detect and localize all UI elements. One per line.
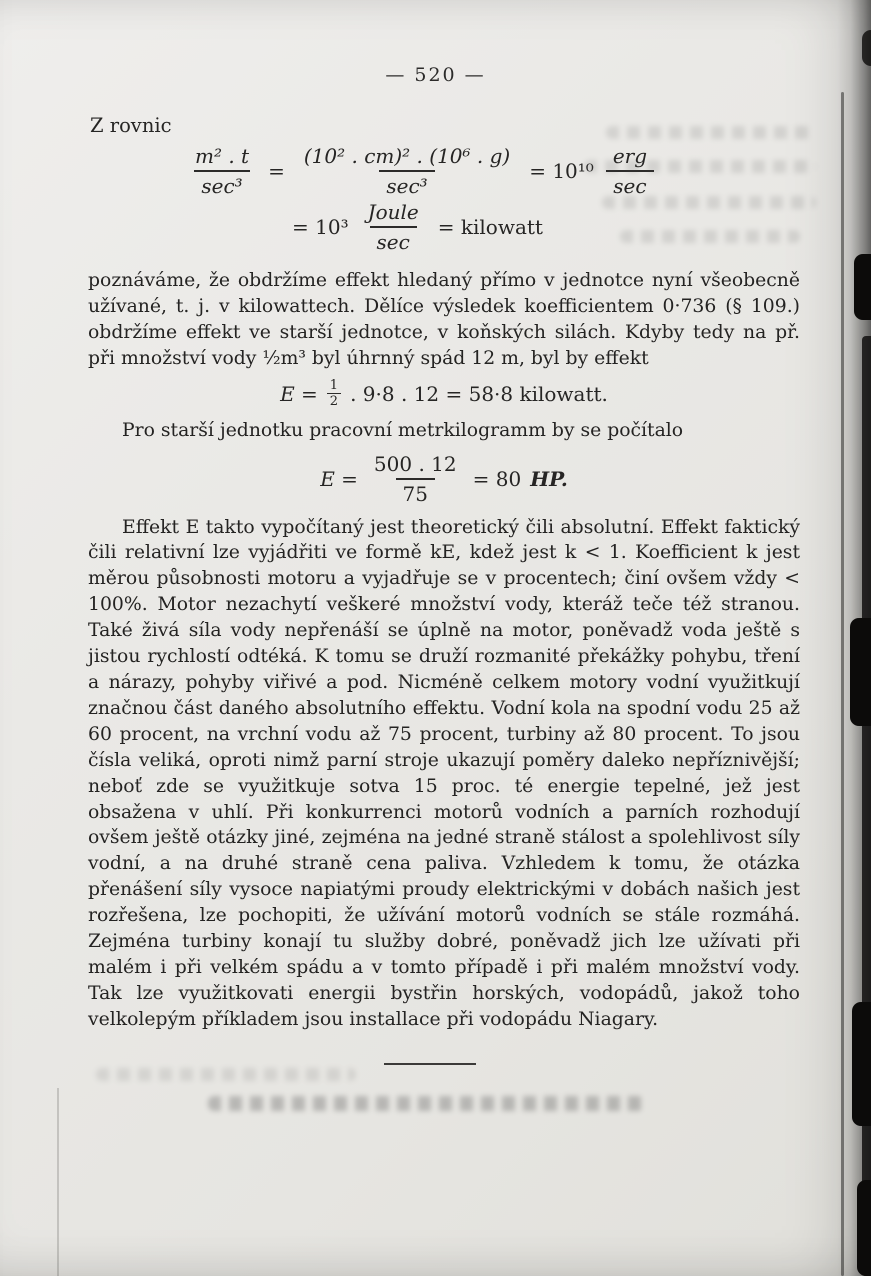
equation-line-3 [88,379,800,409]
bleed-through-mark [96,1068,356,1081]
binding-ink-mark [857,1180,871,1276]
fraction-denominator: 2 [327,393,341,409]
page-content [88,114,800,1065]
binding-ink-mark [854,254,871,320]
fraction-numerator: m² . t [195,144,250,168]
fraction-numerator: Joule [367,200,419,224]
footer-rule [384,1063,476,1065]
equation-lhs: E = [280,381,318,406]
bleed-through-mark [208,1096,644,1111]
fraction [297,145,517,197]
binding-dark-edge [862,336,871,1276]
equation-line-2 [292,201,800,253]
fraction [188,145,256,197]
equation-lhs: E = [320,466,358,491]
equation-suffix: = kilowatt [437,215,543,239]
page-number: — 520 — [385,64,486,86]
fraction-denominator: sec [370,226,417,253]
equals-sign: = [268,159,285,183]
intro-line: Z rovnic [90,114,172,137]
equation-line-1 [188,145,800,197]
paragraph-1: poznáváme, že obdržíme effekt hledaný přímo v jednotce nyní všeobecně užívané, t. j. v kilowattech. Dělíce výsledek koefficientem 0·736 (§ 109.) obdržíme effekt ve starší jednotce, v koňských silách. Kdyby tedy na př. při množství vody ½m³ byl úhrnný spád 12 m, byl by effekt [88,270,800,369]
horsepower-unit: HP. [530,466,568,491]
paragraph-3: Effekt E takto vypočítaný jest theoretický čili absolutní. Effekt faktický čili relativní lze vyjádřiti ve formě kE, kdež jest k < 1. Koefficient k jest měrou působnosti motoru a vyjadřuje se v procentech; činí ovšem vždy < 100%. Motor nezachytí veškeré množství vody, kteráž teče též stranou. Také živá síla vody nepřenáší se úplně na motor, poněvadž voda ještě s jistou rychlostí odtéká. K tomu se druží rozmanité překážky pohybu, tření a nárazy, pohyby viřivé a pod. Nicméně celkem motory vodní využitkují značnou část daného absolutního effektu. Vodní kola na spodní vodu 25 až 60 procent, na vrchní vodu až 75 procent, turbiny až 80 procent. To jsou čísla veliká, oproti nimž parní stroje ukazují poměry daleko nepříznivější; neboť zde se využitkuje sotva 15 proc. té energie tepelné, jež jest obsažena v uhlí. Při konkurrenci motorů vodních a parních rozhodují ovšem ještě otázky jiné, zejména na jedné straně stálost a spolehlivost síly vodní, a na druhé straně cena paliva. Vzhledem k tomu, že otázka přenášení síly vysoce napiatými proudy elektrickými v dobách našich jest rozřešena, lze pochopiti, že užívání motorů vodních se stále rozmáhá. Zejména turbiny konají tu služby dobré, poněvadž jich lze užívati při malém i při velkém spádu a v tomto případě i při malém množství vody. Tak lze využitkovati energii bystřin horských, vodopádů, jakož toho velkolepým příkladem jsou installace při vodopádu Niagary. [88,516,800,1030]
fraction-numerator: erg [612,144,648,168]
equation-line-4 [88,453,800,505]
fraction-numerator: 1 [329,377,339,393]
fraction-numerator: (10² . cm)² . (10⁶ . g) [303,144,511,168]
binding-ink-mark [850,618,871,726]
equation-rhs: . 9·8 . 12 = 58·8 kilowatt. [350,381,608,406]
fraction-numerator: 500 . 12 [373,451,457,476]
paragraph-2: Pro starší jednotku pracovní metrkilogramm by se počítalo [122,419,684,441]
fraction-denominator: sec³ [194,170,249,197]
binding-ink-mark [862,30,871,66]
binding-line [841,92,844,1276]
fraction [327,379,341,409]
fraction-denominator: sec [606,170,653,197]
equation-rhs: = 80 [472,466,522,491]
equation-prefix: = 10³ [292,215,349,239]
scan-left-edge-line [57,1088,59,1276]
fraction [606,145,654,197]
fraction-denominator: 75 [396,478,435,505]
fraction [361,201,426,253]
fraction [367,453,464,505]
fraction-denominator: sec³ [379,170,434,197]
binding-ink-mark [852,1002,871,1126]
equation-result: = 10¹⁰ [529,159,594,183]
